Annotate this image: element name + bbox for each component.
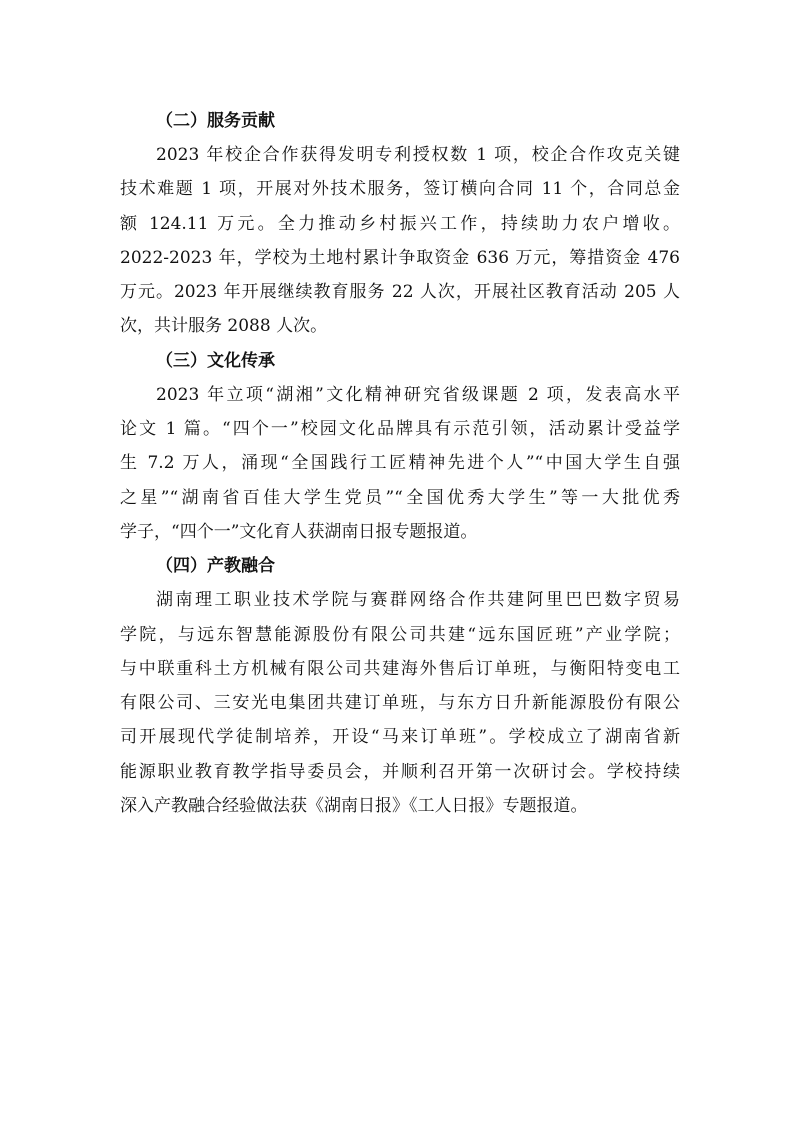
section-industry-education-integration [120,549,680,823]
section-cultural-heritage [120,344,680,549]
paragraph-line: 学子，“四个一”文化育人获湖南日报专题报道。 [120,521,478,542]
paragraph-line: 额 124.11 万元。全力推动乡村振兴工作，持续助力农户增收。 [120,213,680,234]
paragraph-line: 2023 年立项“湖湘”文化精神研究省级课题 2 项，发表高水平 [156,384,680,405]
paragraph-line: 湖南理工职业技术学院与赛群网络合作共建阿里巴巴数字贸易 [156,590,680,611]
paragraph-line: 万元。2023 年开展继续教育服务 22 人次，开展社区教育活动 205 人 [120,282,680,303]
section-service-contribution [120,104,680,344]
paragraph-line: 技术难题 1 项，开展对外技术服务，签订横向合同 11 个，合同总金 [120,179,680,200]
paragraph-line: 2022-2023 年，学校为土地村累计争取资金 636 万元，筹措资金 476 [120,247,680,268]
section-heading: （四）产教融合 [156,556,275,577]
page-content [120,104,680,823]
paragraph-line: 2023 年校企合作获得发明专利授权数 1 项，校企合作攻克关键 [156,145,680,165]
paragraph-line: 次，共计服务 2088 人次。 [120,316,328,337]
paragraph-line: 司开展现代学徒制培养，开设“马来订单班”。学校成立了湖南省新 [120,727,680,748]
paragraph-line: 与中联重科土方机械有限公司共建海外售后订单班，与衡阳特变电工 [120,658,680,679]
paragraph-line: 有限公司、三安光电集团共建订单班，与东方日升新能源股份有限公 [120,693,680,714]
section-heading: （二）服务贡献 [156,111,275,131]
paragraph-line: 论文 1 篇。“四个一”校园文化品牌具有示范引领，活动累计受益学 [120,419,680,440]
paragraph-line: 之星”“湖南省百佳大学生党员”“全国优秀大学生”等一大批优秀 [120,487,680,508]
paragraph-line: 学院，与远东智慧能源股份有限公司共建“远东国匠班”产业学院； [120,624,680,645]
paragraph-line: 生 7.2 万人，涌现“全国践行工匠精神先进个人”“中国大学生自强 [120,453,680,474]
paragraph-line: 能源职业教育教学指导委员会，并顺利召开第一次研讨会。学校持续 [120,761,680,782]
section-heading: （三）文化传承 [156,350,275,371]
paragraph-line: 深入产教融合经验做法获《湖南日报》《工人日报》专题报道。 [120,796,588,817]
